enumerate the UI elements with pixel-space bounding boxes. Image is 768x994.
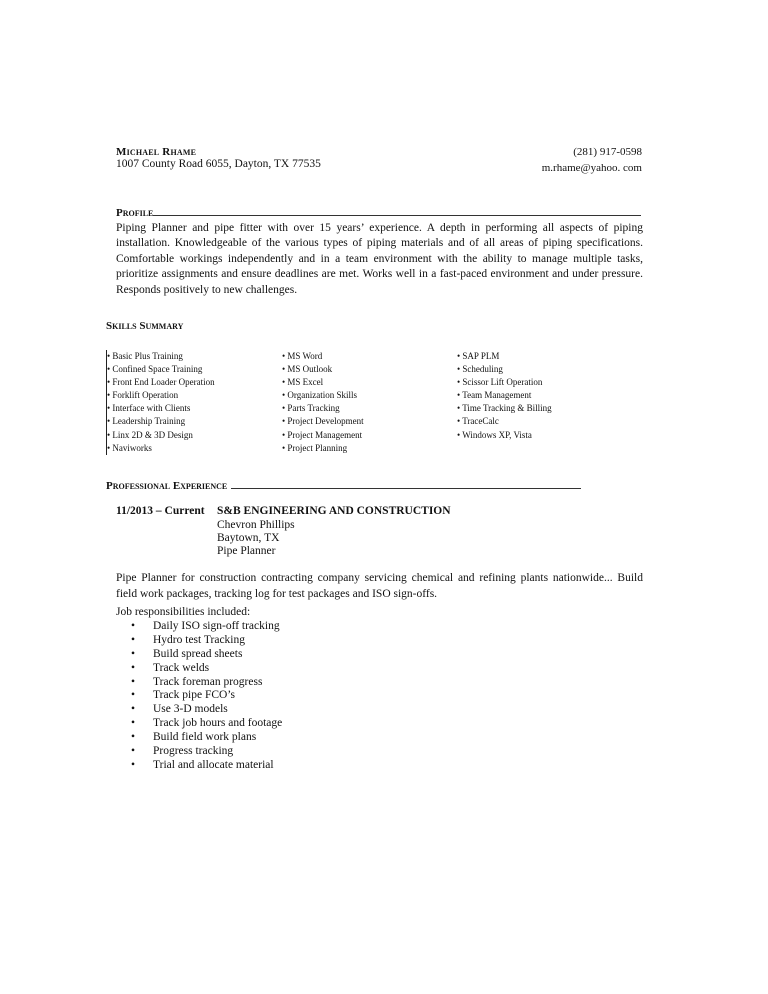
skill-item: • Basic Plus Training	[107, 351, 183, 361]
skill-item: • Scissor Lift Operation	[457, 377, 543, 388]
responsibility-text: Progress tracking	[153, 745, 234, 758]
list-item	[131, 662, 282, 676]
skill-item: • Windows XP, Vista	[457, 429, 532, 440]
list-item	[131, 676, 282, 690]
skill-item: • Organization Skills	[282, 390, 357, 401]
list-item	[131, 634, 282, 648]
job-title: Pipe Planner	[217, 545, 276, 557]
skill-item: • Scheduling	[457, 364, 503, 375]
bullet: •	[131, 717, 136, 730]
profile-section-heading	[116, 207, 644, 219]
profile-summary: Piping Planner and pipe fitter with over 15 years’ experience. A depth in performing all aspects of piping installation. Knowledgeable of the various types of piping materials and of all areas of piping specifications. Comfortable workings independently and in a team environment with the ability to manage multiple tasks, prioritize assignments and ensure deadlines are met. Works well in a fast-paced environment and under pressure. Responds positively to new challenges.	[116, 222, 643, 296]
experience-heading-text: Professional Experience	[106, 480, 228, 492]
bullet: •	[131, 675, 136, 688]
bullet: •	[131, 703, 136, 716]
skill-item: • Naviworks	[107, 442, 152, 453]
skill-item: • Interface with Clients	[107, 403, 191, 414]
skill-item: • Project Planning	[282, 442, 348, 453]
skill-item: • Parts Tracking	[282, 403, 340, 414]
responsibility-text: Hydro test Tracking	[153, 633, 245, 646]
skill-item: • SAP PLM	[457, 351, 500, 361]
skills-heading-text: Skills Summary	[106, 320, 184, 332]
bullet: •	[131, 758, 136, 771]
responsibility-text: Trial and allocate material	[153, 758, 274, 771]
job-company: S&B ENGINEERING AND CONSTRUCTION	[217, 505, 451, 517]
list-item	[131, 717, 282, 731]
candidate-email: m.rhame@yahoo. com	[541, 162, 642, 174]
job-description: Pipe Planner for construction contracting company servicing chemical and refining plants nationwide... Build field work packages, tracking log for test packages and ISO sign-offs.	[116, 572, 643, 600]
responsibility-text: Track welds	[153, 661, 210, 674]
profile-heading-text: Profile	[116, 207, 154, 219]
bullet: •	[131, 647, 136, 660]
responsibility-text: Daily ISO sign-off tracking	[153, 620, 280, 632]
profile-heading-rule	[153, 215, 641, 216]
candidate-name: Michael Rhame	[116, 146, 197, 158]
skill-item: • Project Management	[282, 429, 363, 440]
responsibilities-heading: Job responsibilities included:	[116, 606, 251, 618]
skills-column-2	[282, 350, 364, 455]
list-item	[131, 689, 282, 703]
bullet: •	[131, 745, 136, 758]
responsibility-text: Track job hours and footage	[153, 717, 283, 730]
bullet: •	[131, 661, 136, 674]
skill-item: • Leadership Training	[107, 416, 186, 427]
bullet: •	[131, 633, 136, 646]
skills-column-3	[457, 350, 552, 442]
list-item	[131, 731, 282, 745]
skill-item: • MS Excel	[282, 377, 324, 388]
responsibility-text: Track foreman progress	[153, 675, 263, 688]
job-client: Chevron Phillips	[217, 519, 295, 531]
candidate-phone: (281) 917-0598	[573, 146, 642, 158]
list-item	[131, 745, 282, 759]
skill-item: • Confined Space Training	[107, 364, 203, 375]
skills-column-1	[106, 350, 215, 455]
skill-item: • MS Word	[282, 351, 323, 361]
skill-item: • Front End Loader Operation	[107, 377, 215, 388]
skill-item: • Time Tracking & Billing	[457, 403, 552, 414]
bullet: •	[131, 731, 136, 744]
responsibility-text: Use 3-D models	[153, 703, 228, 716]
list-item	[131, 759, 282, 773]
skill-item: • Forklift Operation	[107, 390, 179, 401]
list-item	[131, 648, 282, 662]
job-dates: 11/2013 – Current	[116, 505, 205, 517]
list-item	[131, 703, 282, 717]
job-location: Baytown, TX	[217, 532, 280, 544]
responsibilities-list	[131, 620, 282, 773]
skill-item: • MS Outlook	[282, 364, 333, 375]
skill-item: • TraceCalc	[457, 416, 499, 427]
skills-section-heading	[106, 320, 183, 332]
list-item	[131, 620, 282, 634]
skill-item: • Linx 2D & 3D Design	[107, 429, 193, 440]
bullet: •	[131, 689, 136, 702]
skill-item: • Project Development	[282, 416, 364, 427]
experience-heading-rule	[231, 488, 581, 489]
bullet: •	[131, 620, 136, 632]
candidate-address: 1007 County Road 6055, Dayton, TX 77535	[116, 158, 321, 170]
responsibility-text: Build field work plans	[153, 731, 257, 744]
skill-item: • Team Management	[457, 390, 532, 401]
responsibility-text: Track pipe FCO’s	[153, 689, 235, 702]
experience-section-heading	[106, 480, 590, 492]
responsibility-text: Build spread sheets	[153, 647, 243, 660]
